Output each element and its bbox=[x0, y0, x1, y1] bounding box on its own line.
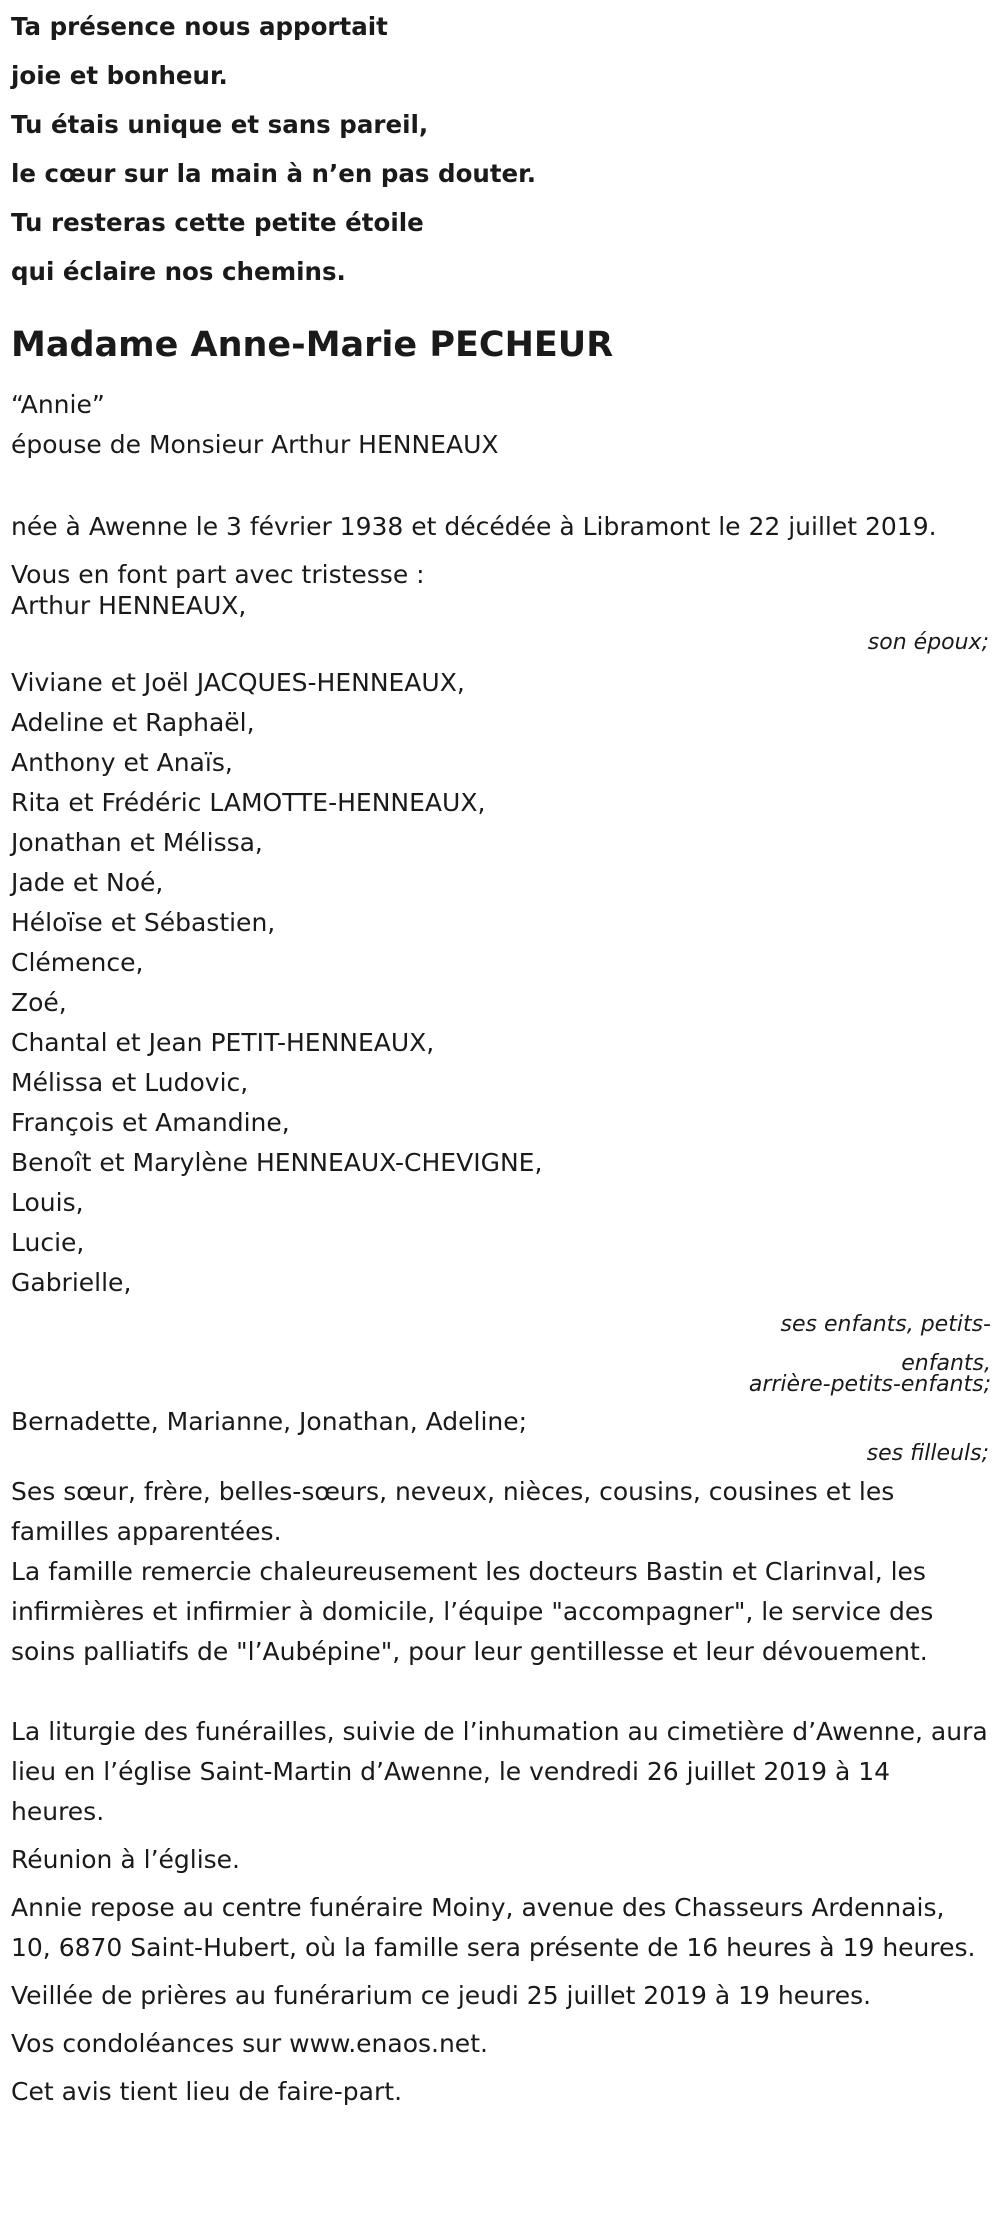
family-member: Jade et Noé, bbox=[11, 868, 164, 897]
family-member: François et Amandine, bbox=[11, 1108, 290, 1137]
poem-line: Tu étais unique et sans pareil, bbox=[11, 110, 429, 139]
funeral-paragraph: La liturgie des funérailles, suivie de l’inhumation au cimetière d’Awenne, aura lieu en l’église Saint-Martin d’Awenne, le vendredi 26 juillet 2019 à 14 heures. bbox=[11, 1717, 988, 1826]
thanks-paragraph: La famille remercie chaleureusement les docteurs Bastin et Clarinval, les infirmières et infirmier à domicile, l’équipe "accompagner", le service des soins palliatifs de "l’Aubépine", pour leur gentillesse et leur dévouement. bbox=[11, 1557, 934, 1666]
husband-name: Arthur HENNEAUX, bbox=[11, 591, 247, 620]
nickname: “Annie” bbox=[11, 390, 105, 419]
godchildren-names: Bernadette, Marianne, Jonathan, Adeline; bbox=[11, 1407, 528, 1436]
children-role: ses enfants, petits-enfants, bbox=[780, 1312, 991, 1376]
great-grandchildren-role: arrière-petits-enfants; bbox=[748, 1372, 991, 1397]
family-member: Chantal et Jean PETIT-HENNEAUX, bbox=[11, 1028, 435, 1057]
poem-line: le cœur sur la main à n’en pas douter. bbox=[11, 159, 537, 188]
family-member: Jonathan et Mélissa, bbox=[11, 828, 263, 857]
poem-line: qui éclaire nos chemins. bbox=[11, 257, 346, 286]
godchildren-role: ses filleuls; bbox=[866, 1441, 989, 1466]
poem-line: Tu resteras cette petite étoile bbox=[11, 208, 424, 237]
condolences-paragraph: Vos condoléances sur www.enaos.net. bbox=[11, 2029, 488, 2058]
family-member: Héloïse et Sébastien, bbox=[11, 908, 276, 937]
godchildren-block bbox=[11, 1402, 991, 1470]
meeting-paragraph: Réunion à l’église. bbox=[11, 1845, 241, 1874]
family-member: Gabrielle, bbox=[11, 1268, 132, 1297]
vigil-paragraph: Veillée de prières au funérarium ce jeudi 25 juillet 2019 à 19 heures. bbox=[11, 1981, 872, 2010]
deceased-name: Madame Anne-Marie PECHEUR bbox=[11, 325, 614, 365]
family-member: Mélissa et Ludovic, bbox=[11, 1068, 249, 1097]
poem-line: joie et bonheur. bbox=[11, 61, 228, 90]
family-member: Anthony et Anaïs, bbox=[11, 748, 233, 777]
announce-line: Vous en font part avec tristesse : bbox=[11, 560, 425, 589]
family-member: Clémence, bbox=[11, 948, 144, 977]
obituary-notice bbox=[11, 0, 991, 2112]
family-member: Lucie, bbox=[11, 1228, 85, 1257]
poem bbox=[11, 2, 991, 296]
rest-paragraph: Annie repose au centre funéraire Moiny, avenue des Chasseurs Ardennais, 10, 6870 Saint-Hubert, où la famille sera présente de 16 heures à 19 heures. bbox=[11, 1893, 976, 1962]
relatives-paragraph: Ses sœur, frère, belles-sœurs, neveux, nièces, cousins, cousines et les familles apparentées. bbox=[11, 1477, 895, 1546]
poem-line: Ta présence nous apportait bbox=[11, 12, 388, 41]
family-member: Rita et Frédéric LAMOTTE-HENNEAUX, bbox=[11, 788, 486, 817]
family-member: Viviane et Joël JACQUES-HENNEAUX, bbox=[11, 668, 465, 697]
birth-death-line: née à Awenne le 3 février 1938 et décédée à Libramont le 22 juillet 2019. bbox=[11, 512, 937, 541]
intro-block bbox=[11, 385, 991, 659]
family-member: Adeline et Raphaël, bbox=[11, 708, 255, 737]
family-member: Louis, bbox=[11, 1188, 84, 1217]
spouse-line: épouse de Monsieur Arthur HENNEAUX bbox=[11, 430, 499, 459]
family-member: Benoît et Marylène HENNEAUX-CHEVIGNE, bbox=[11, 1148, 543, 1177]
notice-paragraph: Cet avis tient lieu de faire-part. bbox=[11, 2077, 403, 2106]
family-member: Zoé, bbox=[11, 988, 67, 1017]
family-list bbox=[11, 663, 991, 1303]
husband-role: son époux; bbox=[867, 630, 989, 655]
family-roles bbox=[11, 1305, 991, 1404]
